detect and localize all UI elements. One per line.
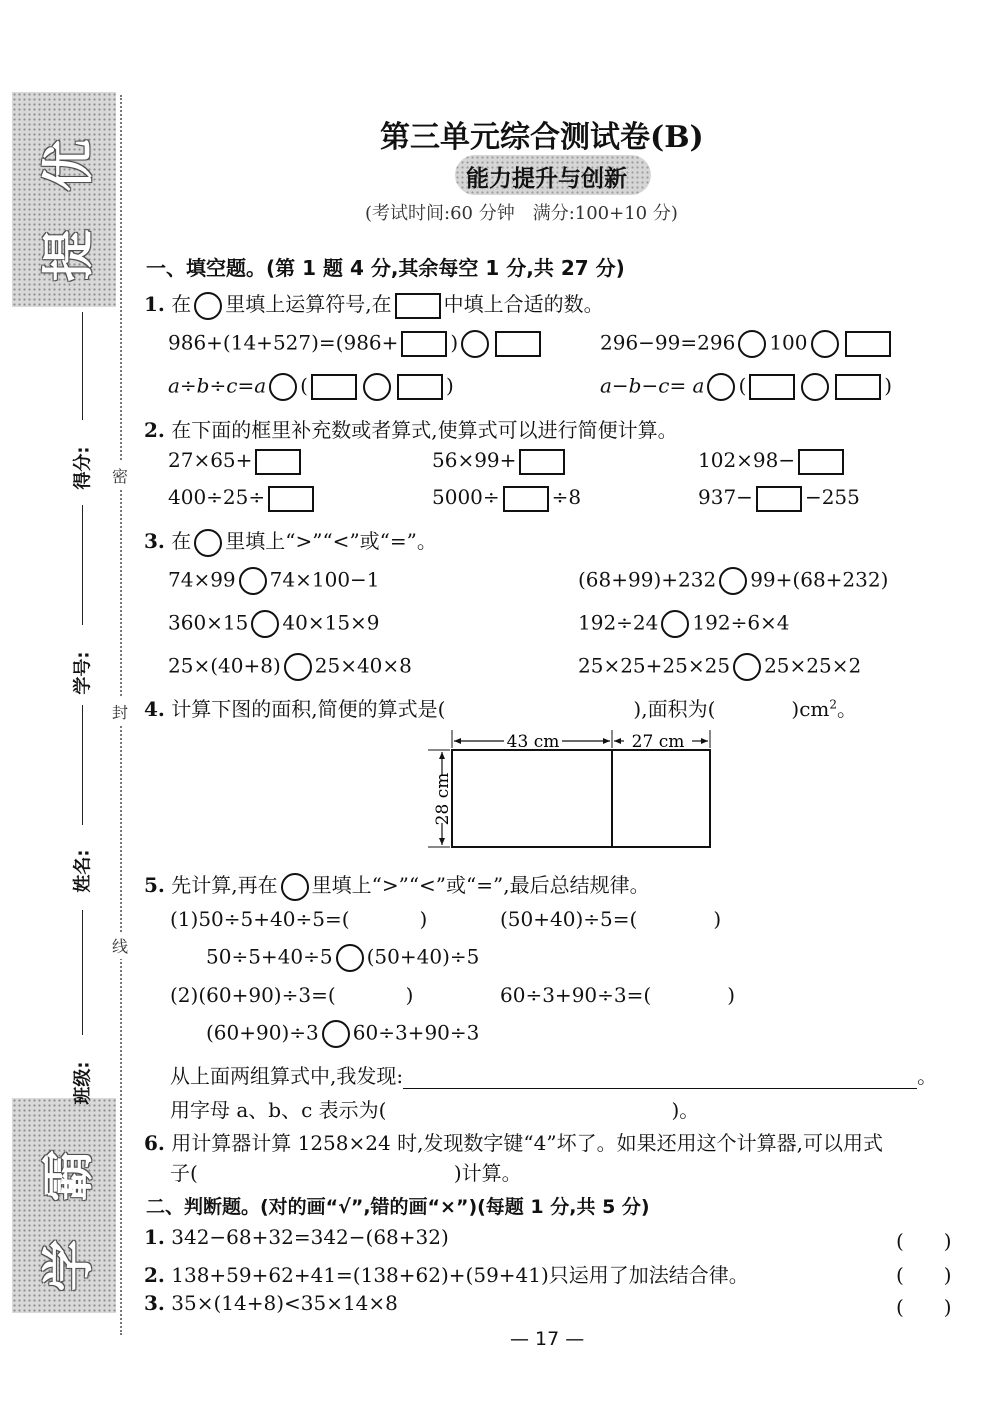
dim-label-27: 27 cm: [631, 732, 685, 752]
answer-box[interactable]: [495, 331, 541, 357]
answer-box[interactable]: [401, 331, 447, 357]
q5-expr: 60÷3+90÷3=(: [500, 983, 652, 1007]
q5-num: 5.: [144, 873, 165, 897]
q1-expr: a÷b÷c=a: [168, 373, 267, 398]
q2-expr: 102×98−: [698, 448, 796, 472]
q3-item: [578, 653, 861, 681]
q1-expr: (: [738, 373, 747, 398]
student-id-label: 学号:: [72, 651, 94, 695]
judge-item-3: [144, 1291, 398, 1315]
answer-box[interactable]: [749, 374, 795, 400]
q5-find-text: 从上面两组算式中,我发现:: [170, 1064, 404, 1088]
q2-text: 在下面的框里补充数或者算式,使算式可以进行简便计算。: [171, 418, 678, 442]
q4-num: 4.: [144, 697, 165, 721]
q5-p2-compare: [206, 1020, 479, 1048]
circle-symbol: [194, 292, 222, 320]
answer-circle[interactable]: [733, 653, 761, 681]
q2-expr: −255: [804, 485, 860, 509]
q2-num: 2.: [144, 418, 165, 442]
answer-box[interactable]: [835, 374, 881, 400]
q2-r2c2: [432, 485, 581, 512]
section2-heading: 二、判断题。(对的画“√”,错的画“×”)(每题 1 分,共 5 分): [146, 1196, 650, 1218]
answer-box[interactable]: [255, 449, 301, 475]
answer-box[interactable]: [798, 449, 844, 475]
q5-expr: 50÷5+40÷5: [206, 944, 333, 969]
q3-right: 25×40×8: [314, 653, 412, 678]
q5-text: 先计算,再在: [171, 873, 278, 897]
q1-prompt: [144, 288, 604, 320]
answer-box[interactable]: [519, 449, 565, 475]
answer-circle[interactable]: [801, 373, 829, 401]
q3-left: 25×(40+8): [168, 653, 281, 678]
answer-circle[interactable]: [239, 567, 267, 595]
field-line-id: [82, 505, 83, 625]
answer-box[interactable]: [503, 486, 549, 512]
q6-num: 6.: [144, 1131, 165, 1155]
q5-expr: (1)50÷5+40÷5=(: [170, 907, 350, 931]
q1-expr: ): [884, 373, 893, 398]
field-line-score: [82, 312, 83, 420]
q6-text: 子(: [170, 1161, 198, 1185]
q3-left: 25×25+25×25: [578, 653, 731, 678]
q2-expr: 937−: [698, 485, 753, 509]
q5-prompt: [144, 869, 650, 901]
q1-expr: a−b−c= a: [600, 373, 705, 398]
q3-left: (68+99)+232: [578, 567, 717, 592]
q2-expr: 5000÷: [432, 485, 500, 509]
q5-letters-text: 用字母 a、b、c 表示为(: [170, 1098, 387, 1122]
q1-text-b: 里填上运算符号,在: [225, 292, 392, 316]
q3-left: 192÷24: [578, 610, 659, 635]
answer-circle[interactable]: [363, 373, 391, 401]
q5-expr: (2)(60+90)÷3=(: [170, 983, 336, 1007]
class-label: 班级:: [72, 1061, 94, 1105]
q1-line1-right: [600, 330, 894, 358]
q5-expr: (50+40)÷5=(: [500, 907, 638, 931]
q3-text-a: 在: [171, 529, 192, 553]
banner-char-4: 霸: [39, 1149, 100, 1202]
q2-expr: ÷8: [551, 485, 582, 509]
q5-finding: [170, 1060, 937, 1089]
q5-p1: [170, 907, 427, 931]
answer-box[interactable]: [268, 486, 314, 512]
judge-text: 342−68+32=342−(68+32): [171, 1225, 449, 1249]
judge-item-2: [144, 1259, 749, 1288]
field-line-name: [82, 705, 83, 825]
judge-paren-1[interactable]: ( ): [896, 1229, 952, 1253]
q3-num: 3.: [144, 529, 165, 553]
finding-answer-line[interactable]: [403, 1066, 917, 1089]
q3-item: [168, 610, 380, 638]
q5-p1-right: [500, 907, 721, 931]
q5-expr: ): [419, 907, 428, 931]
q3-item: [578, 610, 790, 638]
q3-item: [168, 653, 412, 681]
q2-expr: 56×99+: [432, 448, 517, 472]
exam-info: (考试时间:60 分钟 满分:100+10 分): [365, 203, 678, 224]
circle-symbol: [281, 873, 309, 901]
q3-item: [578, 567, 888, 595]
name-label: 姓名:: [72, 849, 94, 893]
judge-text: 35×(14+8)<35×14×8: [171, 1291, 398, 1315]
q3-right: 74×100−1: [269, 567, 380, 592]
q1-line2-left: [168, 373, 454, 401]
judge-num: 3.: [144, 1291, 165, 1315]
seal-char-mi: 密: [112, 462, 128, 489]
q4-text: 。: [837, 697, 857, 721]
q5-p2: [170, 983, 413, 1007]
dim-label-43: 43 cm: [506, 732, 560, 752]
q3-item: [168, 567, 380, 595]
q2-prompt: [144, 414, 678, 443]
answer-circle[interactable]: [269, 373, 297, 401]
q1-expr: ): [450, 330, 459, 355]
q2-r1c1: [168, 448, 304, 475]
q5-expr: ): [727, 983, 735, 1007]
q5-text: 里填上“>”“<”或“=”,最后总结规律。: [311, 873, 650, 897]
page-title: 第三单元综合测试卷(B): [380, 120, 704, 155]
q4-sup: 2: [829, 697, 837, 712]
q4-text: ),面积为(: [633, 697, 716, 721]
answer-box[interactable]: [311, 374, 357, 400]
q3-right: 40×15×9: [282, 610, 380, 635]
q3-right: 192÷6×4: [692, 610, 790, 635]
section1-heading: 一、填空题。(第 1 题 4 分,其余每空 1 分,共 27 分): [146, 256, 625, 280]
answer-circle[interactable]: [811, 330, 839, 358]
answer-circle[interactable]: [707, 373, 735, 401]
seal-char-xian: 线: [112, 932, 128, 959]
judge-text: 138+59+62+41=(138+62)+(59+41)只运用了加法结合律。: [171, 1263, 749, 1287]
judge-item-1: [144, 1225, 449, 1249]
q3-prompt: [144, 525, 437, 557]
q5-p1-compare: [206, 944, 479, 972]
answer-circle[interactable]: [251, 610, 279, 638]
q1-text-a: 在: [171, 292, 192, 316]
answer-circle[interactable]: [719, 567, 747, 595]
answer-circle[interactable]: [336, 944, 364, 972]
q1-line1-left: [168, 330, 544, 358]
q1-expr: (: [300, 373, 308, 398]
judge-paren-2[interactable]: ( ): [896, 1263, 952, 1287]
judge-num: 2.: [144, 1263, 165, 1287]
q3-text-b: 里填上“>”“<”或“=”。: [225, 529, 437, 553]
q1-expr: ): [445, 373, 454, 398]
answer-circle[interactable]: [738, 330, 766, 358]
q1-text-c: 中填上合适的数。: [443, 292, 604, 316]
q1-expr: 986+(14+527)=(986+: [168, 330, 399, 355]
q2-r1c2: [432, 448, 568, 475]
answer-box[interactable]: [845, 331, 891, 357]
answer-circle[interactable]: [461, 330, 489, 358]
q6-text: 用计算器计算 1258×24 时,发现数字键“4”坏了。如果还用这个计算器,可以用式: [171, 1131, 883, 1155]
banner-char-2: 优: [39, 139, 100, 192]
q6-prompt: [144, 1127, 883, 1156]
q3-left: 74×99: [168, 567, 236, 592]
judge-paren-3[interactable]: ( ): [896, 1295, 952, 1319]
answer-box[interactable]: [756, 486, 802, 512]
q5-find-end: 。: [917, 1064, 938, 1088]
circle-symbol: [194, 529, 222, 557]
q1-expr: 100: [769, 330, 808, 355]
answer-circle[interactable]: [284, 653, 312, 681]
q6-continued: [170, 1157, 522, 1186]
q5-expr: ): [713, 907, 722, 931]
q4-text: )cm: [791, 697, 830, 721]
banner-char-3: 学: [39, 1239, 100, 1292]
q5-expr: (60+90)÷3: [206, 1020, 319, 1045]
page-number: — 17 —: [510, 1328, 585, 1350]
seal-char-feng: 封: [112, 698, 128, 725]
q2-r1c3: [698, 448, 847, 475]
q1-num: 1.: [144, 292, 165, 316]
field-line-class: [82, 910, 83, 1035]
q1-expr: 296−99=296: [600, 330, 736, 355]
rectangle-figure: [420, 728, 720, 853]
q2-expr: 27×65+: [168, 448, 253, 472]
q5-expr: ): [405, 983, 414, 1007]
q5-expr: (50+40)÷5: [366, 944, 480, 969]
score-label: 得分:: [72, 446, 94, 490]
q5-letters: [170, 1094, 699, 1123]
q5-p2-right: [500, 983, 735, 1007]
q6-text: )计算。: [453, 1161, 522, 1185]
q3-right: 25×25×2: [764, 653, 862, 678]
q2-r2c3: [698, 485, 860, 512]
answer-box[interactable]: [397, 374, 443, 400]
page-subtitle: 能力提升与创新: [466, 166, 627, 192]
answer-circle[interactable]: [661, 610, 689, 638]
q4-text: 计算下图的面积,简便的算式是(: [171, 697, 446, 721]
judge-num: 1.: [144, 1225, 165, 1249]
dim-label-28: 28 cm: [433, 772, 453, 826]
answer-circle[interactable]: [322, 1020, 350, 1048]
q3-right: 99+(68+232): [750, 567, 889, 592]
q1-line2-right: [600, 373, 892, 401]
q5-letters-text: )。: [671, 1098, 700, 1122]
q2-expr: 400÷25÷: [168, 485, 266, 509]
banner-char-1: 提: [39, 229, 100, 282]
box-symbol: [395, 293, 441, 319]
q5-expr: 60÷3+90÷3: [352, 1020, 480, 1045]
q3-left: 360×15: [168, 610, 249, 635]
q4-prompt: [144, 693, 857, 722]
q2-r2c1: [168, 485, 317, 512]
